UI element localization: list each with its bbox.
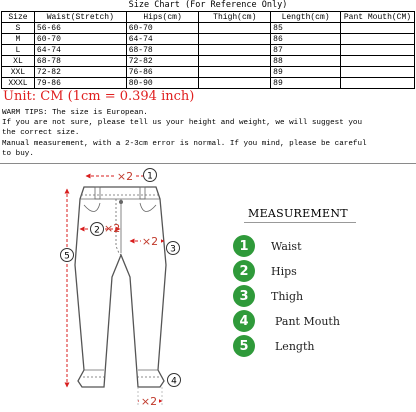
cell-pant-mouth: [340, 34, 414, 45]
legend-label-pant-mouth: Pant Mouth: [275, 314, 340, 328]
cell-pant-mouth: [340, 78, 414, 89]
legend-thigh: [233, 285, 303, 307]
pant-mouth-multiplier: ×2: [140, 395, 158, 408]
table-row: [2, 78, 415, 89]
cell-size: XXL: [2, 67, 35, 78]
legend-number-4: 4: [233, 310, 255, 332]
cell-length: 85: [271, 23, 341, 34]
cell-pant-mouth: [340, 56, 414, 67]
cell-hips: 68-78: [126, 45, 199, 56]
cell-waist: 64-74: [34, 45, 126, 56]
legend-number-3: 3: [233, 285, 255, 307]
table-row: [2, 67, 415, 78]
cell-length: 87: [271, 45, 341, 56]
legend-label-waist: Waist: [271, 239, 302, 253]
badge-1-label: 1: [147, 171, 153, 182]
waist-multiplier: ×2: [116, 170, 134, 183]
legend-number-1: 1: [233, 235, 255, 257]
cell-waist: 79-86: [34, 78, 126, 89]
cell-size: S: [2, 23, 35, 34]
cell-thigh: [199, 67, 271, 78]
cell-length: 89: [271, 67, 341, 78]
thigh-multiplier: ×2: [141, 235, 159, 248]
table-row: [2, 23, 415, 34]
error-note-line-2: to buy.: [2, 150, 34, 158]
cell-size: L: [2, 45, 35, 56]
cell-size: XL: [2, 56, 35, 67]
header-length: Length(cm): [271, 12, 341, 23]
legend-label-length: Length: [275, 339, 315, 353]
hips-multiplier: ×2: [104, 222, 121, 235]
cell-waist: 56-66: [34, 23, 126, 34]
cell-pant-mouth: [340, 67, 414, 78]
legend-length: [233, 335, 314, 357]
cell-size: XXXL: [2, 78, 35, 89]
cell-length: 89: [271, 78, 341, 89]
legend-number-2: 2: [233, 260, 255, 282]
table-row: [2, 56, 415, 67]
badge-5-label: 5: [64, 251, 70, 262]
cell-thigh: [199, 45, 271, 56]
measurement-title: MEASUREMENT: [248, 207, 348, 220]
cell-size: M: [2, 34, 35, 45]
warm-tips: WARM TIPS: The size is European.: [2, 109, 148, 117]
cell-pant-mouth: [340, 45, 414, 56]
unit-note: Unit: CM (1cm = 0.394 inch): [3, 89, 195, 104]
badge-3-label: 3: [170, 244, 176, 255]
size-advice-line-2: the correct size.: [2, 129, 80, 137]
cell-hips: 64-74: [126, 34, 199, 45]
cell-thigh: [199, 23, 271, 34]
cell-thigh: [199, 34, 271, 45]
section-divider: [0, 163, 416, 164]
header-hips: Hips(cm): [126, 12, 199, 23]
cell-hips: 60-70: [126, 23, 199, 34]
cell-hips: 76-86: [126, 67, 199, 78]
header-waist: Waist(Stretch): [34, 12, 126, 23]
size-advice-line-1: If you are not sure, please tell us your height and weight, we will suggest you: [2, 119, 363, 127]
cell-hips: 72-82: [126, 56, 199, 67]
cell-thigh: [199, 56, 271, 67]
measurement-underline: [244, 222, 356, 223]
header-size: Size: [2, 12, 35, 23]
jeans-diagram: [0, 165, 230, 412]
legend-number-5: 5: [233, 335, 255, 357]
cell-waist: 72-82: [34, 67, 126, 78]
header-pant-mouth: Pant Mouth(CM): [340, 12, 414, 23]
cell-waist: 60-70: [34, 34, 126, 45]
size-table: [1, 11, 415, 89]
badge-4-label: 4: [171, 376, 177, 387]
badge-2-label: 2: [94, 225, 100, 236]
legend-waist: [233, 235, 302, 257]
legend-label-thigh: Thigh: [271, 289, 304, 303]
cell-length: 88: [271, 56, 341, 67]
cell-length: 86: [271, 34, 341, 45]
header-thigh: Thigh(cm): [199, 12, 271, 23]
size-chart-title: Size Chart (For Reference Only): [128, 0, 288, 10]
jeans-outline: [75, 187, 166, 387]
legend-hips: [233, 260, 297, 282]
legend-pant-mouth: [233, 310, 340, 332]
error-note-line-1: Manual measurement, with a 2-3cm error is normal. If you mind, please be careful: [2, 140, 367, 148]
cell-thigh: [199, 78, 271, 89]
table-row: [2, 45, 415, 56]
table-row: [2, 34, 415, 45]
legend-label-hips: Hips: [271, 264, 297, 278]
size-table-header: [2, 12, 415, 23]
cell-waist: 68-78: [34, 56, 126, 67]
cell-pant-mouth: [340, 23, 414, 34]
cell-hips: 80-90: [126, 78, 199, 89]
